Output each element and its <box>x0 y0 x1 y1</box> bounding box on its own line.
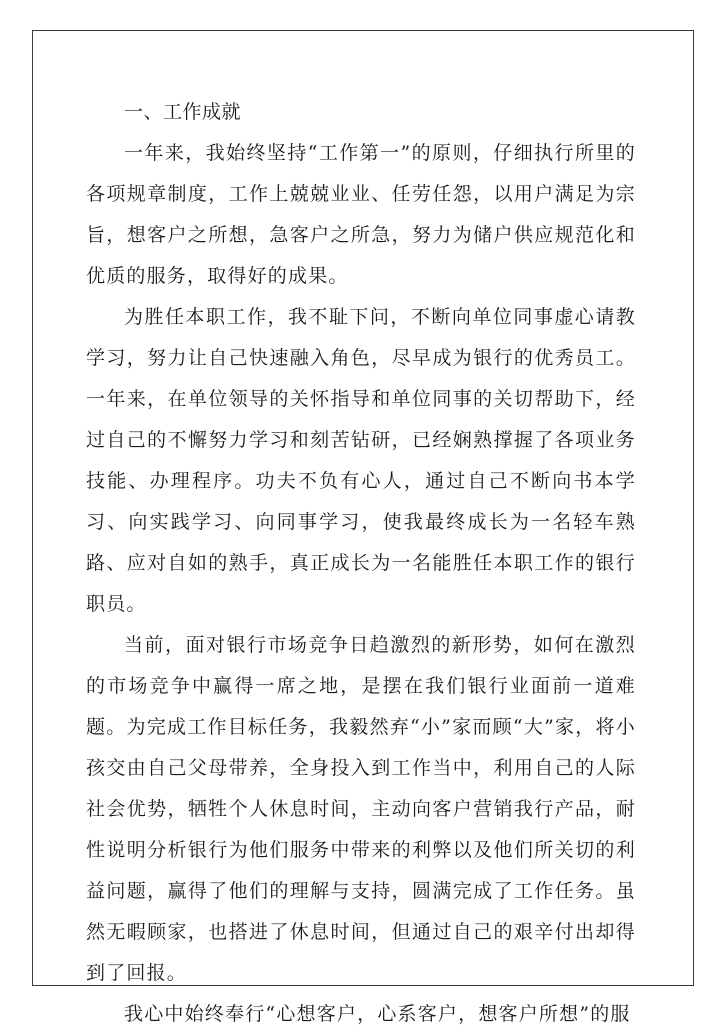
paragraph-learning: 为胜任本职工作，我不耻下问，不断向单位同事虚心请教学习，努力让自己快速融入角色，尽早成为银行的优秀员工。一年来，在单位领导的关怀指导和单位同事的关切帮助下，经过自己的不懈努力学习和刻苦钻研，已经娴熟撑握了各项业务技能、办理程序。功夫不负有心人，通过自己不断向书本学习、向实践学习、向同事学习，使我最终成长为一名轻车熟路、应对自如的熟手，真正成长为一名能胜任本职工作的银行职员。 <box>86 306 636 615</box>
paragraph-work-attitude: 一年来，我始终坚持“工作第一”的原则，仔细执行所里的各项规章制度，工作上兢兢业业、任劳任怨，以用户满足为宗旨，想客户之所想，急客户之所急，努力为储户供应规范化和优质的服务，取得好的成果。 <box>86 142 636 287</box>
document-body <box>86 92 636 1035</box>
section-heading: 一、工作成就 <box>124 101 242 123</box>
paragraph-customer-service: 我心中始终奉行“心想客户，心系客户，想客户所想”的服 <box>124 1003 631 1025</box>
paragraph-market-competition: 当前，面对银行市场竞争日趋激烈的新形势，如何在激烈的市场竞争中赢得一席之地，是摆在我们银行业面前一道难题。为完成工作目标任务，我毅然弃“小”家而顾“大”家，将小孩交由自己父母带养，全身投入到工作当中，利用自己的人际社会优势，牺牲个人休息时间，主动向客户营销我行产品，耐性说明分析银行为他们服务中带来的利弊以及他们所关切的利益问题，赢得了他们的理解与支持，圆满完成了工作任务。虽然无暇顾家，也搭进了休息时间，但通过自己的艰辛付出却得到了回报。 <box>86 634 636 984</box>
